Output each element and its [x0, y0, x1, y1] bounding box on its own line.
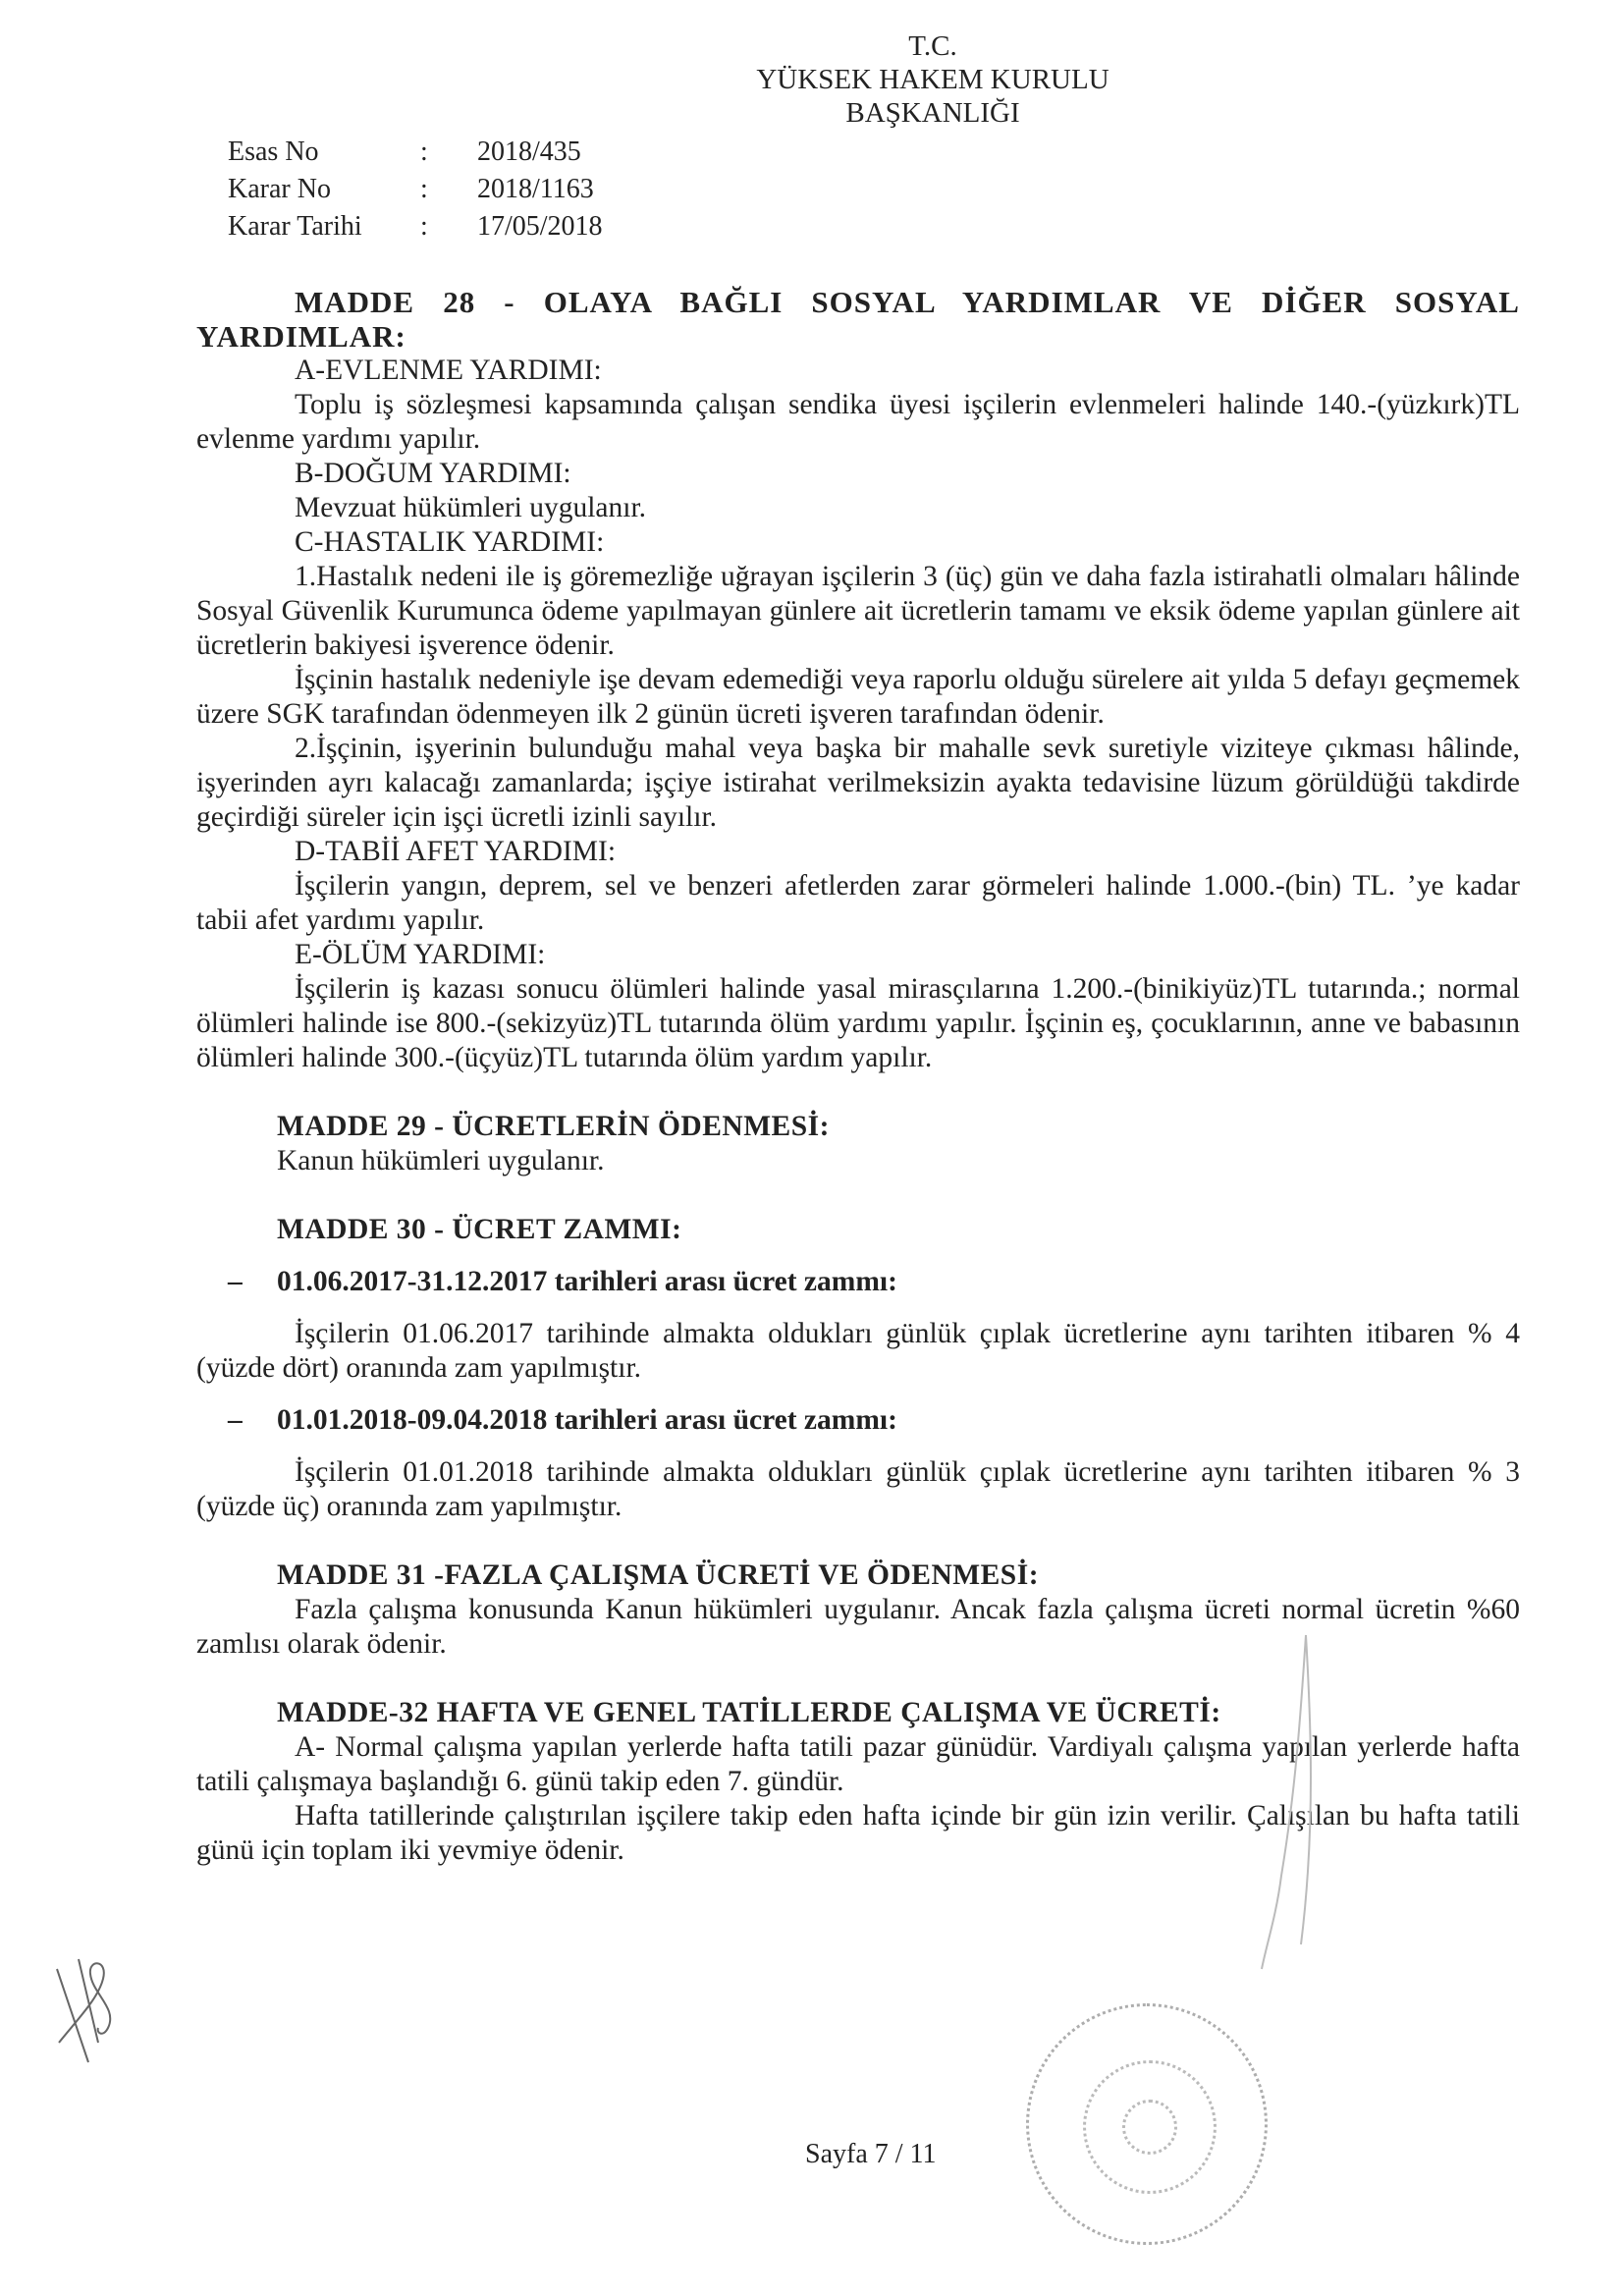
madde-28-b-text: Mevzuat hükümleri uygulanır.	[295, 492, 647, 523]
meta-row-tarih: Karar Tarihi : 17/05/2018	[228, 208, 603, 246]
header-tc: T.C.	[908, 30, 957, 62]
madde-31-title: MADDE 31 -FAZLA ÇALIŞMA ÜCRETİ VE ÖDENMESİ:	[277, 1559, 1040, 1591]
madde-31-text: Fazla çalışma konusunda Kanun hükümleri uygulanır. Ancak fazla çalışma ücreti normal ücretin %60 zamlısı olarak ödenir.	[196, 1594, 1520, 1660]
official-seal-icon	[1026, 2003, 1268, 2245]
madde-29-title: MADDE 29 - ÜCRETLERİN ÖDENMESİ:	[277, 1111, 830, 1142]
meta-value: 2018/1163	[477, 174, 594, 204]
document-header	[589, 29, 1276, 130]
madde-32-title: MADDE-32 HAFTA VE GENEL TATİLLERDE ÇALIŞMA VE ÜCRETİ:	[277, 1697, 1221, 1728]
case-metadata	[228, 134, 603, 246]
signature-stroke-icon	[1257, 1630, 1335, 1974]
madde-28-c-text-3: 2.İşçinin, işyerinin bulunduğu mahal veya başka bir mahalle sevk suretiyle viziteye çıkması hâlinde, işyerinden ayrı kalacağı zamanlarda; işçiye istirahat verilmeksizin ayakta tedavisine lüzum görüldüğü takdirde geçirdiği süreler için işçi ücretli izinli sayılır.	[196, 733, 1520, 833]
madde-30-item-2-heading: – 01.01.2018-09.04.2018 tarihleri arası ücret zammı:	[228, 1404, 897, 1436]
madde-28-a-text: Toplu iş sözleşmesi kapsamında çalışan sendika üyesi işçilerin evlenmeleri halinde 140.-(yüzkırk)TL evlenme yardımı yapılır.	[196, 389, 1520, 455]
madde-28-title: MADDE 28 - OLAYA BAĞLI SOSYAL YARDIMLAR VE DİĞER SOSYAL YARDIMLAR:	[196, 285, 1520, 354]
madde-28-c-text-2: İşçinin hastalık nedeniyle işe devam edemediği veya raporlu olduğu sürelere ait yılda 5 defayı geçmemek üzere SGK tarafından ödenmeyen ilk 2 günün ücreti işveren tarafından ödenir.	[196, 664, 1520, 730]
madde-28-a-title: A-EVLENME YARDIMI:	[295, 355, 602, 386]
madde-28-b-title: B-DOĞUM YARDIMI:	[295, 458, 571, 489]
madde-28-d-title: D-TABİİ AFET YARDIMI:	[295, 836, 617, 867]
header-department: BAŞKANLIĞI	[845, 97, 1020, 129]
meta-value: 2018/435	[477, 137, 581, 167]
madde-28-d-text: İşçilerin yangın, deprem, sel ve benzeri afetlerden zarar görmeleri halinde 1.000.-(bin) TL. ’ye kadar tabii afet yardımı yapılır.	[196, 870, 1520, 936]
signature-initials-icon	[49, 1949, 147, 2067]
madde-32-text-1: A- Normal çalışma yapılan yerlerde hafta tatili pazar günüdür. Vardiyalı çalışma yapılan yerlerde hafta tatili çalışmaya başlandığı 6. günü takip eden 7. gündür.	[196, 1731, 1520, 1797]
meta-label: Karar No	[228, 174, 331, 204]
madde-28-e-text: İşçilerin iş kazası sonucu ölümleri halinde yasal mirasçılarına 1.200.-(binikiyüz)TL tutarında.; normal ölümleri halinde ise 800.-(sekizyüz)TL tutarında ölüm yardımı yapılır. İşçinin eş, çocuklarının, anne ve babasının ölümleri halinde 300.-(üçyüz)TL tutarında ölüm yardım yapılır.	[196, 973, 1520, 1073]
meta-label: Karar Tarihi	[228, 211, 362, 242]
page-number: Sayfa 7 / 11	[805, 2139, 937, 2169]
madde-32-text-2: Hafta tatillerinde çalıştırılan işçilere takip eden hafta içinde bir gün izin verilir. Çalışılan bu hafta tatili günü için toplam iki yevmiye ödenir.	[196, 1800, 1520, 1866]
madde-30-item-2-text: İşçilerin 01.01.2018 tarihinde almakta oldukları günlük çıplak ücretlerine aynı tarihten itibaren % 3 (yüzde üç) oranında zam yapılmıştır.	[196, 1456, 1520, 1522]
madde-30-item-1-text: İşçilerin 01.06.2017 tarihinde almakta oldukları günlük çıplak ücretlerine aynı tarihten itibaren % 4 (yüzde dört) oranında zam yapılmıştır.	[196, 1318, 1520, 1384]
madde-30-item-1-heading: – 01.06.2017-31.12.2017 tarihleri arası ücret zammı:	[228, 1266, 897, 1297]
meta-value: 17/05/2018	[477, 211, 603, 242]
madde-28-c-text-1: 1.Hastalık nedeni ile iş göremezliğe uğrayan işçilerin 3 (üç) gün ve daha fazla istirahatli olmaları hâlinde Sosyal Güvenlik Kurumunca ödeme yapılmayan günlere ait ücretlerin tamamı ve eksik ödeme yapılan günlere ait ücretlerin bakiyesi işverence ödenir.	[196, 561, 1520, 661]
header-institution: YÜKSEK HAKEM KURULU	[756, 64, 1109, 95]
madde-28-e-title: E-ÖLÜM YARDIMI:	[295, 939, 546, 970]
meta-row-karar: Karar No : 2018/1163	[228, 171, 603, 208]
madde-30-title: MADDE 30 - ÜCRET ZAMMI:	[277, 1214, 682, 1245]
madde-29-text: Kanun hükümleri uygulanır.	[277, 1145, 605, 1176]
madde-28-c-title: C-HASTALIK YARDIMI:	[295, 526, 605, 558]
meta-row-esas: Esas No : 2018/435	[228, 134, 603, 171]
meta-label: Esas No	[228, 137, 319, 167]
